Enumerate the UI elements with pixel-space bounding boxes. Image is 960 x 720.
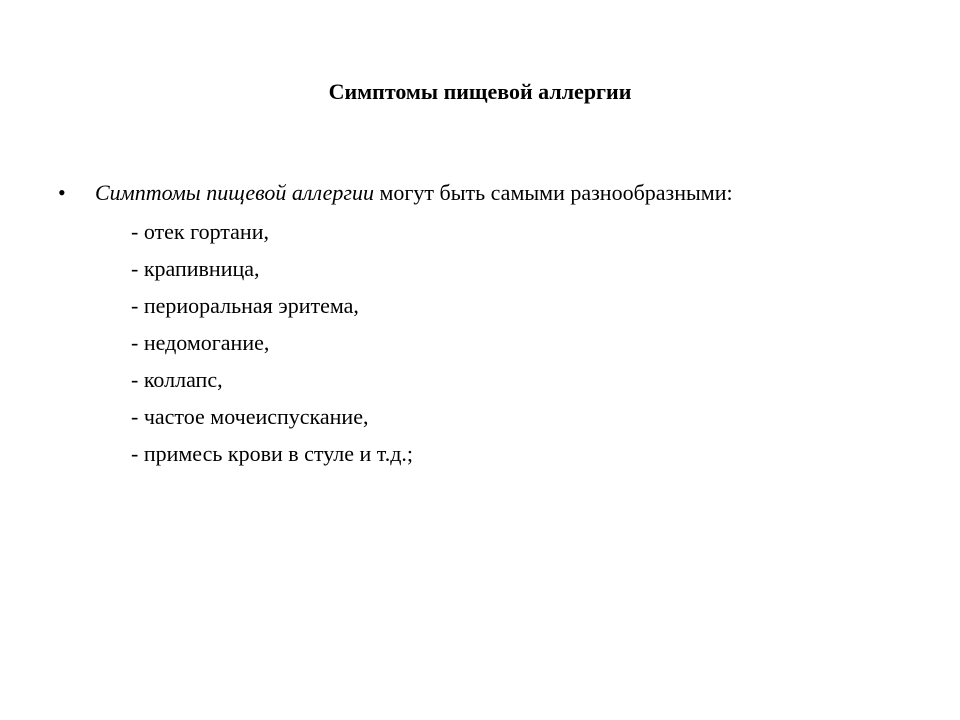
bullet-block [0,176,960,466]
bullet-text [95,176,733,210]
bullet-rest-text: могут быть самыми разнообразными: [373,180,733,205]
bullet-italic-text: Симптомы пищевой аллергии [95,180,374,205]
symptom-list [131,213,413,472]
slide-title: Симптомы пищевой аллергии [328,79,632,104]
symptom-item: - периоральная эритема, [131,293,359,318]
symptom-item: - отек гортани, [131,219,269,244]
symptom-item: - частое мочеиспускание, [131,404,369,429]
bullet-marker: • [58,180,66,205]
bullet-row [0,176,960,210]
symptom-item: - недомогание, [131,330,270,355]
symptom-item: - коллапс, [131,367,223,392]
symptom-item: - примесь крови в стуле и т.д.; [131,441,414,466]
symptom-item: - крапивница, [131,256,260,281]
